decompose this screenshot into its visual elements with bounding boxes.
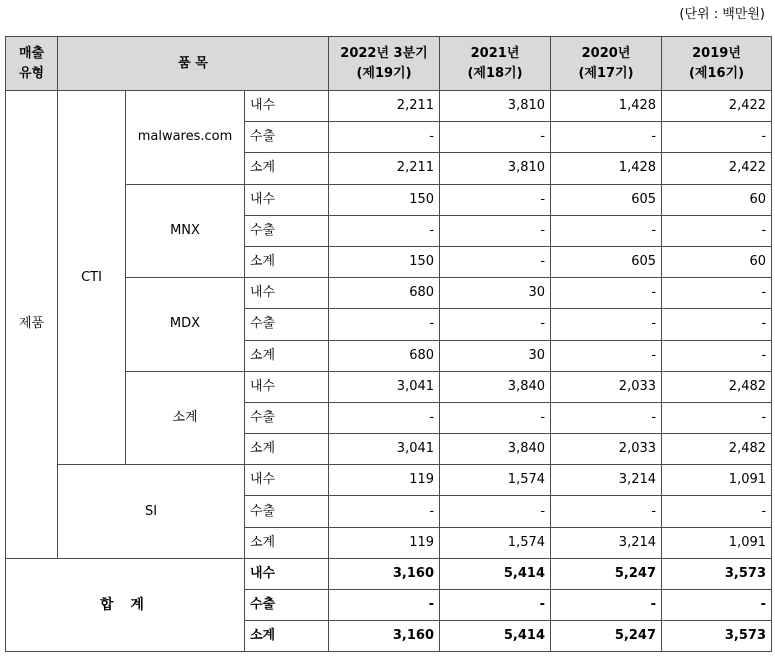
value-cell: - [329,496,440,527]
value-cell: - [551,402,662,433]
value-cell: - [662,122,772,153]
value-cell: 3,840 [440,434,551,465]
value-cell: - [551,215,662,246]
value-cell: 2,033 [551,434,662,465]
value-cell: 605 [551,246,662,277]
value-cell: - [662,496,772,527]
header-period: 2021년 (제18기) [440,37,551,91]
row-label: 소계 [245,434,329,465]
row-label: 수출 [245,590,329,621]
value-cell: 5,414 [440,558,551,589]
value-cell: - [551,122,662,153]
value-cell: 60 [662,184,772,215]
row-label: 수출 [245,122,329,153]
total-label-cell: 합 계 [6,558,245,652]
row-label: 내수 [245,558,329,589]
value-cell: - [440,215,551,246]
row-label: 내수 [245,465,329,496]
value-cell: 3,041 [329,434,440,465]
value-cell: 2,033 [551,371,662,402]
value-cell: 3,214 [551,465,662,496]
value-cell: - [662,215,772,246]
value-cell: 2,211 [329,91,440,122]
value-cell: 5,247 [551,621,662,652]
header-row [6,37,772,91]
value-cell: 2,422 [662,153,772,184]
value-cell: 1,091 [662,527,772,558]
row-label: 소계 [245,340,329,371]
value-cell: - [440,309,551,340]
row-label: 소계 [245,153,329,184]
row-label: 수출 [245,215,329,246]
value-cell: 5,414 [440,621,551,652]
header-period: 2020년 (제17기) [551,37,662,91]
value-cell: - [440,590,551,621]
value-cell: 119 [329,465,440,496]
value-cell: 3,160 [329,621,440,652]
value-cell: - [662,278,772,309]
header-sales-type: 매출 유형 [6,37,58,91]
value-cell: 150 [329,184,440,215]
value-cell: 1,428 [551,153,662,184]
value-cell: 3,840 [440,371,551,402]
row-label: 소계 [245,621,329,652]
value-cell: - [329,590,440,621]
value-cell: - [662,309,772,340]
value-cell: - [662,340,772,371]
value-cell: 3,160 [329,558,440,589]
value-cell: - [440,122,551,153]
unit-note: (단위 : 백만원) [679,7,765,22]
value-cell: 2,211 [329,153,440,184]
value-cell: 1,091 [662,465,772,496]
sales-table [5,36,772,652]
value-cell: 3,573 [662,621,772,652]
value-cell: - [329,402,440,433]
value-cell: 60 [662,246,772,277]
value-cell: 1,428 [551,91,662,122]
row-label: 수출 [245,402,329,433]
product-cell: MDX [126,278,245,372]
value-cell: 3,810 [440,153,551,184]
value-cell: 680 [329,278,440,309]
value-cell: 3,573 [662,558,772,589]
row-label: 소계 [245,246,329,277]
value-cell: - [440,184,551,215]
product-cell: MNX [126,184,245,278]
value-cell: 3,214 [551,527,662,558]
table-row [6,465,772,496]
row-label: 수출 [245,496,329,527]
row-label: 내수 [245,371,329,402]
value-cell: - [551,278,662,309]
table-row [6,91,772,122]
value-cell: 1,574 [440,465,551,496]
header-item: 품 목 [58,37,329,91]
value-cell: 5,247 [551,558,662,589]
value-cell: - [329,122,440,153]
value-cell: - [551,340,662,371]
value-cell: - [440,496,551,527]
value-cell: 150 [329,246,440,277]
product-cell: SI [58,465,245,559]
total-row [6,558,772,589]
row-label: 내수 [245,91,329,122]
value-cell: - [551,496,662,527]
header-period: 2019년 (제16기) [662,37,772,91]
row-label: 내수 [245,184,329,215]
value-cell: 119 [329,527,440,558]
value-cell: - [662,590,772,621]
value-cell: 3,041 [329,371,440,402]
value-cell: - [329,309,440,340]
value-cell: - [662,402,772,433]
sales-type-cell: 제품 [6,91,58,559]
value-cell: - [551,309,662,340]
row-label: 내수 [245,278,329,309]
value-cell: 30 [440,340,551,371]
value-cell: 605 [551,184,662,215]
value-cell: 2,482 [662,434,772,465]
category-cell: CTI [58,91,126,465]
product-cell: malwares.com [126,91,245,185]
value-cell: 2,482 [662,371,772,402]
value-cell: 3,810 [440,91,551,122]
product-cell: 소계 [126,371,245,465]
value-cell: 680 [329,340,440,371]
header-period: 2022년 3분기 (제19기) [329,37,440,91]
value-cell: - [440,246,551,277]
value-cell: - [551,590,662,621]
value-cell: 30 [440,278,551,309]
row-label: 수출 [245,309,329,340]
value-cell: - [440,402,551,433]
row-label: 소계 [245,527,329,558]
value-cell: 2,422 [662,91,772,122]
value-cell: 1,574 [440,527,551,558]
value-cell: - [329,215,440,246]
